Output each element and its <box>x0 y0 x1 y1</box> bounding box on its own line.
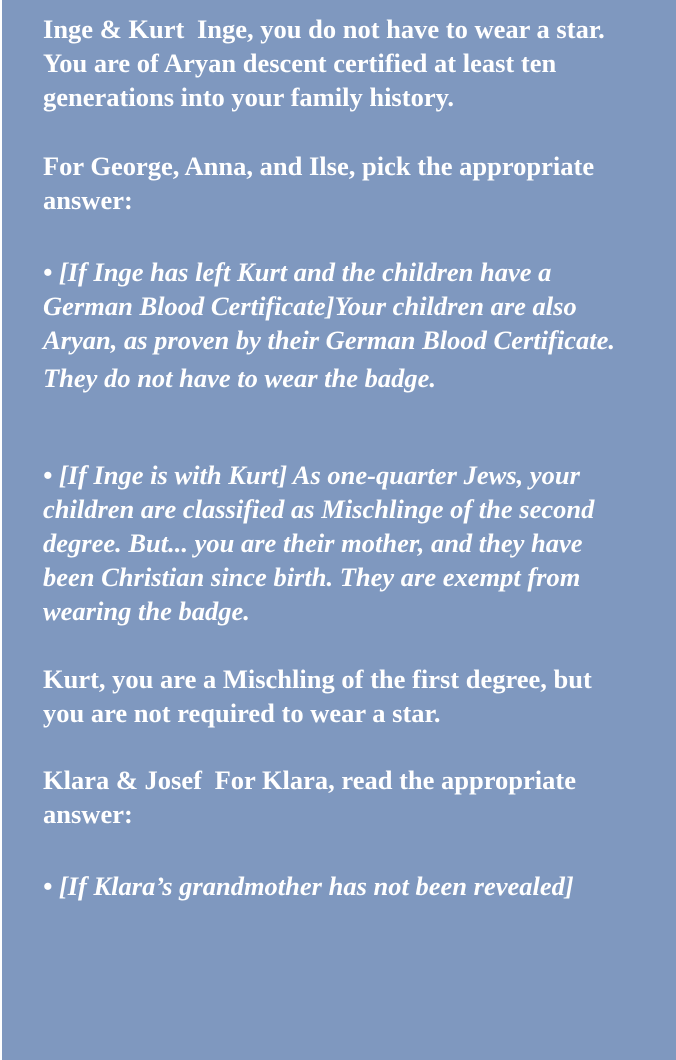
klara-paragraph <box>43 763 633 831</box>
klara-prompt: For Klara, read the appropriate answer: <box>43 765 576 829</box>
intro-text: Inge, you do not have to wear a star. You are of Aryan descent certified at least ten generations into your family history. <box>43 14 605 112</box>
intro-names: Inge & Kurt <box>43 14 185 44</box>
bullet: • <box>43 257 53 287</box>
intro-paragraph <box>43 12 633 114</box>
klara-names: Klara & Josef <box>43 765 202 795</box>
option-left-kurt <box>43 255 633 395</box>
bullet: • <box>43 460 53 490</box>
option-left-kurt-text: [If Inge has left Kurt and the children have a German Blood Certificate]Your children are also Aryan, as proven by their German Blood Certificate. They do not have to wear the <box>43 257 615 393</box>
option-with-kurt <box>43 458 633 628</box>
option-klara-text: [If Klara’s grandmother has not been revealed] <box>58 871 574 901</box>
kurt-statement: Kurt, you are a Mischling of the first degree, but you are not required to wear a star. <box>43 664 592 728</box>
george-prompt: For George, Anna, and Ilse, pick the appropriate answer: <box>43 151 595 215</box>
option-left-kurt-last-word: badge. <box>364 363 437 393</box>
bullet: • <box>43 871 53 901</box>
option-with-kurt-text: [If Inge is with Kurt] As one-quarter Jews, your children are classified as Mischlinge of the second degree. But... you are their mother, and they have been Christian since birth. They are exempt from wearing the badge. <box>43 460 595 626</box>
option-klara <box>43 869 633 903</box>
